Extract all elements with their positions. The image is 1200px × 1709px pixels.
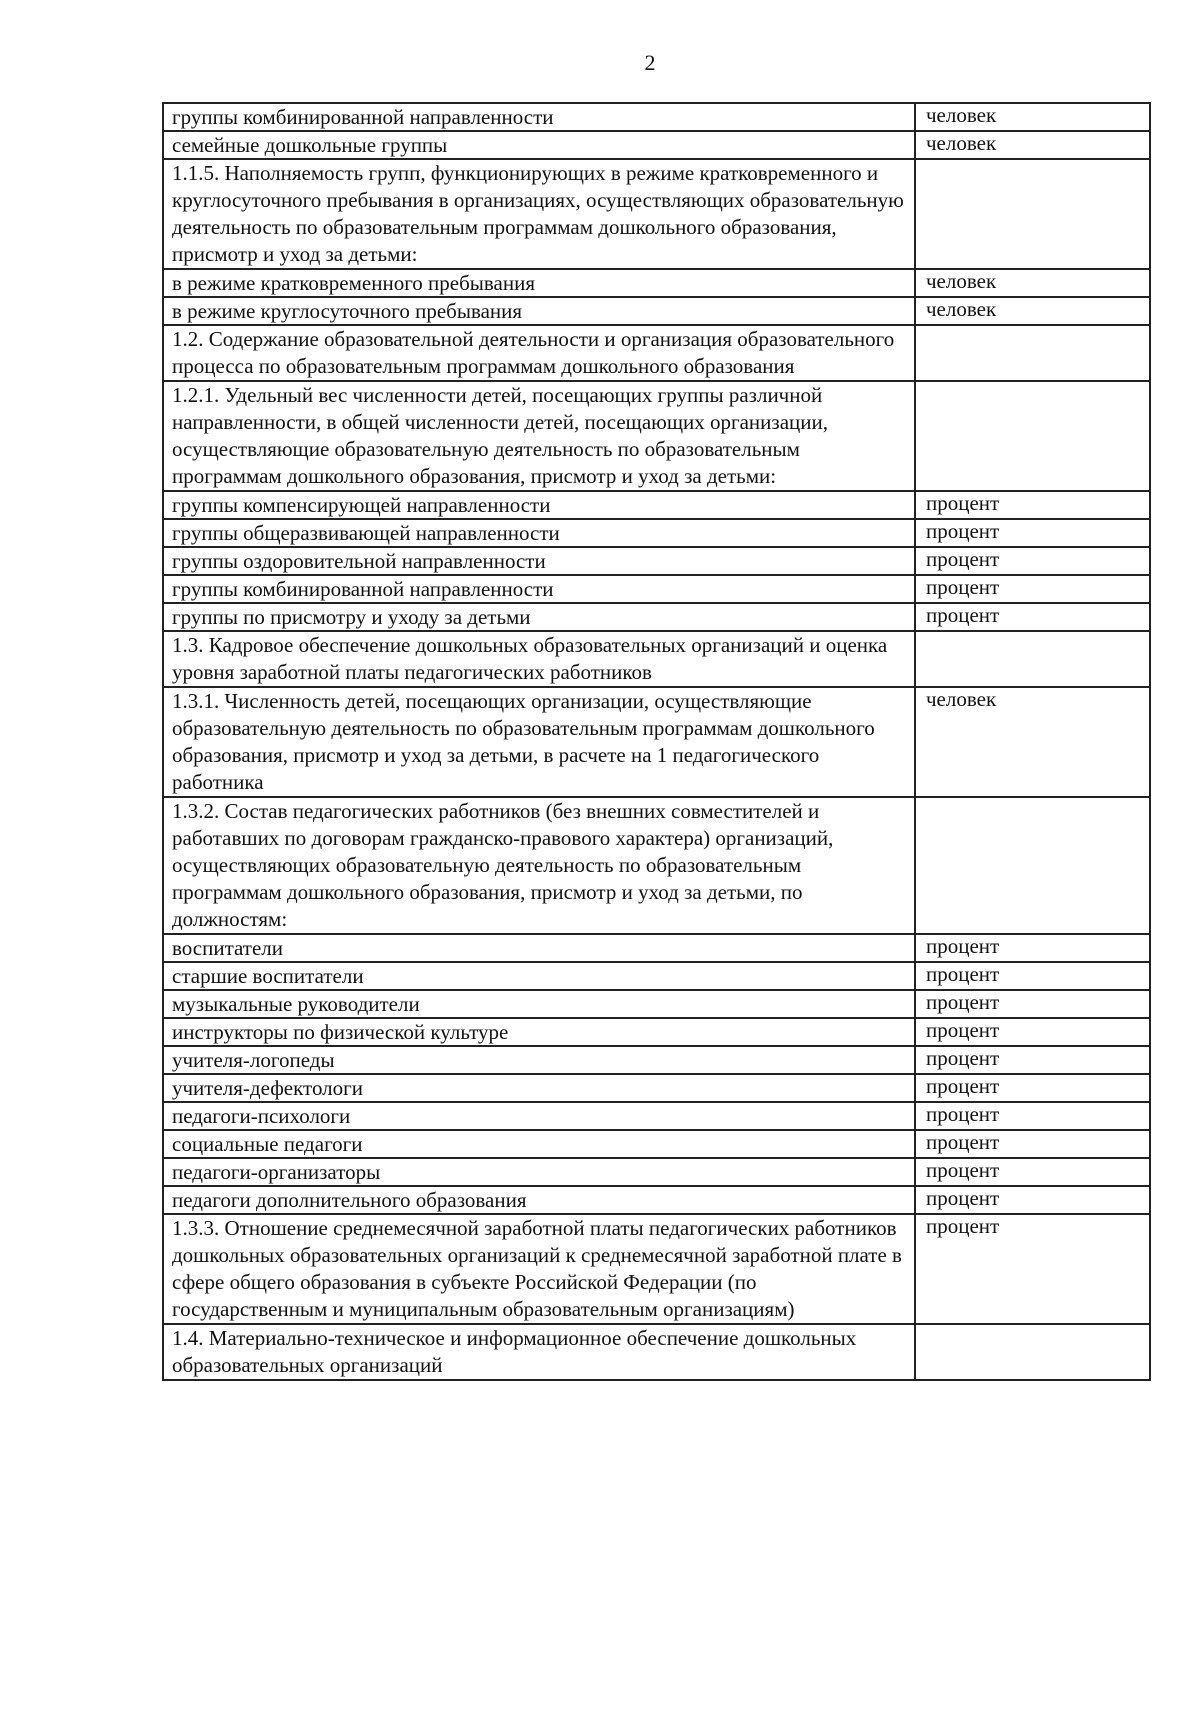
table-row (163, 603, 1150, 631)
section-label: 1.3. Кадровое обеспечение дошкольных образовательных организаций и оценка уровня заработной платы педагогических работников (163, 631, 915, 687)
unit-cell: процент (915, 1186, 1150, 1214)
indicator-label: педагоги-организаторы (163, 1158, 915, 1186)
indicator-label: группы комбинированной направленности (163, 103, 915, 131)
table-row (163, 159, 1150, 269)
section-label: 1.3.3. Отношение среднемесячной заработной платы педагогических работников дошкольных образовательных организаций к среднемесячной заработной плате в сфере общего образования в субъекте Российской Федерации (по государственным и муниципальным образовательным организациям) (163, 1214, 915, 1324)
unit-cell (915, 1324, 1150, 1380)
unit-cell: процент (915, 1214, 1150, 1324)
section-label: 1.3.2. Состав педагогических работников (без внешних совместителей и работавших по договорам гражданско-правового характера) организаций, осуществляющих образовательную деятельность по образовательным программам дошкольного образования, присмотр и уход за детьми, по должностям: (163, 797, 915, 934)
unit-cell: человек (915, 687, 1150, 797)
section-label: 1.2.1. Удельный вес численности детей, посещающих группы различной направленности, в общей численности детей, посещающих организации, осуществляющие образовательную деятельность по образовательным программам дошкольного образования, присмотр и уход за детьми: (163, 381, 915, 491)
unit-cell: процент (915, 1158, 1150, 1186)
indicator-label: музыкальные руководители (163, 990, 915, 1018)
unit-cell (915, 325, 1150, 381)
table-row (163, 519, 1150, 547)
table-row (163, 934, 1150, 962)
indicator-label: инструкторы по физической культуре (163, 1018, 915, 1046)
indicator-label: в режиме кратковременного пребывания (163, 269, 915, 297)
indicator-label: группы по присмотру и уходу за детьми (163, 603, 915, 631)
table-row (163, 962, 1150, 990)
indicator-label: социальные педагоги (163, 1130, 915, 1158)
indicator-label: группы общеразвивающей направленности (163, 519, 915, 547)
unit-cell: процент (915, 962, 1150, 990)
unit-cell: человек (915, 103, 1150, 131)
unit-cell: процент (915, 575, 1150, 603)
table-row (163, 1324, 1150, 1380)
table-row (163, 575, 1150, 603)
unit-cell: процент (915, 1102, 1150, 1130)
table-row (163, 1186, 1150, 1214)
unit-cell: процент (915, 547, 1150, 575)
indicator-label: учителя-дефектологи (163, 1074, 915, 1102)
table-row (163, 103, 1150, 131)
unit-cell: процент (915, 934, 1150, 962)
table-row (163, 131, 1150, 159)
unit-cell: процент (915, 519, 1150, 547)
unit-cell: процент (915, 1018, 1150, 1046)
table-row (163, 1046, 1150, 1074)
indicator-label: в режиме круглосуточного пребывания (163, 297, 915, 325)
unit-cell: человек (915, 131, 1150, 159)
unit-cell (915, 797, 1150, 934)
table-row (163, 1018, 1150, 1046)
indicator-label: группы комбинированной направленности (163, 575, 915, 603)
unit-cell: процент (915, 1046, 1150, 1074)
table-row (163, 381, 1150, 491)
table-row (163, 325, 1150, 381)
table-row (163, 990, 1150, 1018)
table-row (163, 1102, 1150, 1130)
unit-cell: процент (915, 491, 1150, 519)
unit-cell: процент (915, 1130, 1150, 1158)
section-label: 1.1.5. Наполняемость групп, функционирующих в режиме кратковременного и круглосуточного пребывания в организациях, осуществляющих образовательную деятельность по образовательным программам дошкольного образования, присмотр и уход за детьми: (163, 159, 915, 269)
indicator-label: группы оздоровительной направленности (163, 547, 915, 575)
table-row (163, 1214, 1150, 1324)
table-row (163, 547, 1150, 575)
unit-cell: человек (915, 297, 1150, 325)
indicator-label: группы компенсирующей направленности (163, 491, 915, 519)
section-label: 1.2. Содержание образовательной деятельности и организация образовательного процесса по образовательным программам дошкольного образования (163, 325, 915, 381)
section-label: 1.3.1. Численность детей, посещающих организации, осуществляющие образовательную деятельность по образовательным программам дошкольного образования, присмотр и уход за детьми, в расчете на 1 педагогического работника (163, 687, 915, 797)
indicator-table-body (163, 103, 1150, 1380)
unit-cell: человек (915, 269, 1150, 297)
indicator-label: воспитатели (163, 934, 915, 962)
indicator-table (162, 102, 1151, 1381)
table-row (163, 1158, 1150, 1186)
unit-cell: процент (915, 603, 1150, 631)
unit-cell: процент (915, 990, 1150, 1018)
table-row (163, 631, 1150, 687)
indicator-label: учителя-логопеды (163, 1046, 915, 1074)
table-row (163, 1074, 1150, 1102)
indicator-label: педагоги-психологи (163, 1102, 915, 1130)
unit-cell (915, 159, 1150, 269)
indicator-label: педагоги дополнительного образования (163, 1186, 915, 1214)
table-row (163, 687, 1150, 797)
table-row (163, 297, 1150, 325)
table-row (163, 269, 1150, 297)
page-number: 2 (644, 50, 656, 75)
table-row (163, 491, 1150, 519)
table-row (163, 1130, 1150, 1158)
section-label: 1.4. Материально-техническое и информационное обеспечение дошкольных образовательных организаций (163, 1324, 915, 1380)
unit-cell (915, 631, 1150, 687)
unit-cell (915, 381, 1150, 491)
indicator-label: старшие воспитатели (163, 962, 915, 990)
unit-cell: процент (915, 1074, 1150, 1102)
indicator-label: семейные дошкольные группы (163, 131, 915, 159)
table-row (163, 797, 1150, 934)
